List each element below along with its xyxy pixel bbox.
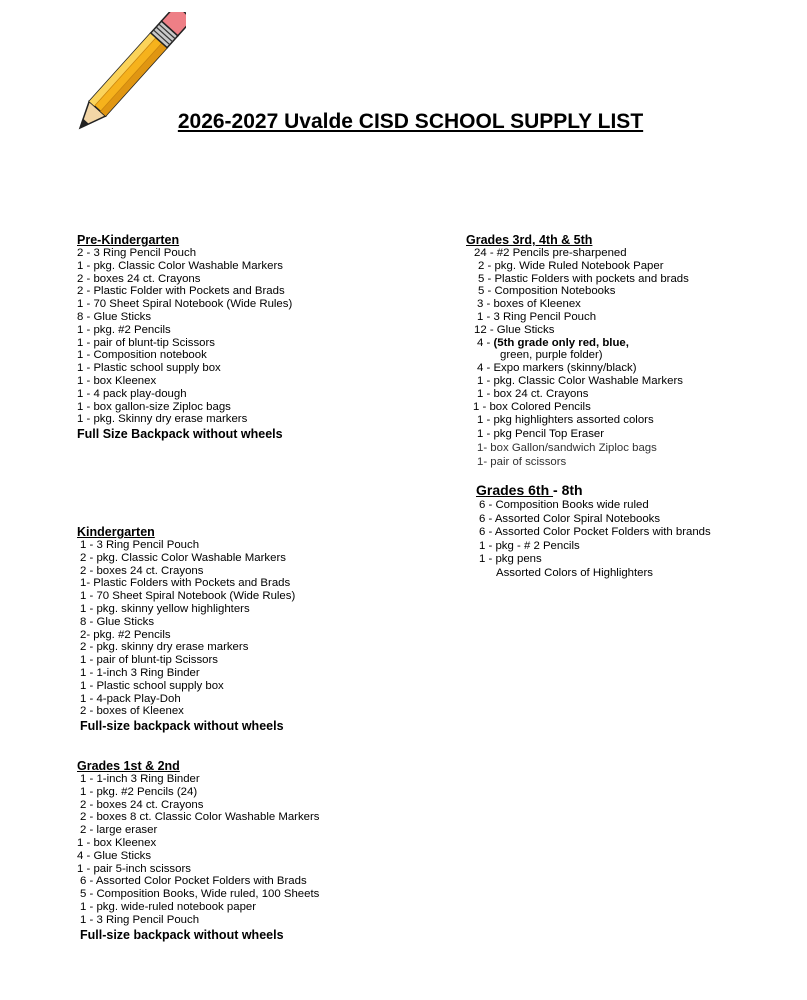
list-item: 1 - pair 5-inch scissors bbox=[77, 862, 191, 875]
list-item: 1 - 3 Ring Pencil Pouch bbox=[80, 539, 200, 551]
list-item: 6 - Assorted Color Pocket Folders with Brads bbox=[80, 875, 307, 888]
list-item: 2 - boxes 24 ct. Crayons bbox=[77, 272, 201, 285]
grades-1-2-heading: Grades 1st & 2nd bbox=[77, 759, 180, 773]
list-item: 12 - Glue Sticks bbox=[474, 323, 555, 336]
list-item: 1- box Gallon/sandwich Ziploc bags bbox=[477, 442, 657, 455]
list-item: 8 - Glue Sticks bbox=[77, 310, 152, 323]
grades-6-8-heading bbox=[476, 482, 711, 499]
kindergarten-backpack-note: Full-size backpack without wheels bbox=[80, 719, 284, 734]
list-item: 1 - box 24 ct. Crayons bbox=[477, 387, 589, 400]
list-item: 1 - 3 Ring Pencil Pouch bbox=[80, 913, 200, 926]
list-item: 1 - 1-inch 3 Ring Binder bbox=[80, 773, 200, 785]
list-item: 1 - 4-pack Play-Doh bbox=[80, 692, 181, 705]
grades-3-5-section bbox=[466, 233, 689, 469]
list-item: 4 - Glue Sticks bbox=[77, 849, 152, 862]
list-item: 2 - boxes 24 ct. Crayons bbox=[80, 564, 204, 577]
list-item: 2 - pkg. Classic Color Washable Markers bbox=[80, 551, 286, 564]
list-item: 6 - Assorted Color Spiral Notebooks bbox=[479, 512, 661, 525]
list-item: 8 - Glue Sticks bbox=[80, 615, 155, 628]
list-item: 1 - box gallon-size Ziploc bags bbox=[77, 400, 231, 413]
list-item: 1 - pair of blunt-tip Scissors bbox=[80, 654, 219, 667]
list-item-quantity: 4 - bbox=[477, 336, 494, 349]
list-item: 1 - pkg. wide-ruled notebook paper bbox=[80, 900, 257, 913]
list-item: 1 - pkg. #2 Pencils (24) bbox=[80, 785, 198, 798]
kindergarten-section bbox=[77, 525, 295, 734]
list-item-note: (5th grade only red, blue, bbox=[493, 336, 629, 349]
list-item: 2 - large eraser bbox=[80, 824, 158, 837]
grades-1-2-backpack-note: Full-size backpack without wheels bbox=[80, 927, 284, 942]
grades-6-8-heading-end: - 8th bbox=[553, 482, 583, 498]
grades-6-8-heading-start: Grades 6th bbox=[476, 482, 554, 498]
grades-6-8-section bbox=[476, 482, 711, 580]
list-item: 1 - pkg. #2 Pencils bbox=[77, 323, 171, 336]
list-item: 1 - pkg Pencil Top Eraser bbox=[477, 428, 605, 441]
page-title: 2026-2027 Uvalde CISD SCHOOL SUPPLY LIST bbox=[177, 110, 644, 133]
list-item: 1- pair of scissors bbox=[477, 456, 567, 469]
pre-kindergarten-section bbox=[77, 233, 292, 442]
list-item: 4 - Expo markers (skinny/black) bbox=[477, 362, 637, 375]
list-item bbox=[466, 337, 689, 350]
list-item: 5 - Plastic Folders with pockets and brads bbox=[478, 272, 689, 285]
list-item: 6 - Composition Books wide ruled bbox=[479, 499, 649, 511]
list-item: 2 - boxes 8 ct. Classic Color Washable Markers bbox=[80, 811, 320, 824]
list-item: 1 - pkg highlighters assorted colors bbox=[477, 414, 654, 427]
list-item: 1 - box Colored Pencils bbox=[473, 400, 591, 413]
list-item: 2- pkg. #2 Pencils bbox=[80, 628, 171, 641]
list-item: 2 - 3 Ring Pencil Pouch bbox=[77, 247, 197, 259]
list-item: 2 - pkg. skinny dry erase markers bbox=[80, 641, 249, 654]
list-item: 1 - pkg. Skinny dry erase markers bbox=[77, 413, 248, 426]
list-item: 1 - pkg - # 2 Pencils bbox=[479, 539, 580, 552]
list-item: 2 - Plastic Folder with Pockets and Brads bbox=[77, 285, 285, 298]
list-item: 1- Plastic Folders with Pockets and Brads bbox=[80, 577, 291, 590]
list-item: 1 - 4 pack play-dough bbox=[77, 387, 187, 400]
list-item: 3 - boxes of Kleenex bbox=[477, 298, 581, 311]
list-item: 1 - pkg. Classic Color Washable Markers bbox=[77, 259, 283, 272]
list-item: 1 - 70 Sheet Spiral Notebook (Wide Rules) bbox=[77, 298, 293, 311]
list-item: 1 - 1-inch 3 Ring Binder bbox=[80, 666, 200, 679]
list-item: 1 - pkg. skinny yellow highlighters bbox=[80, 602, 250, 615]
kindergarten-heading: Kindergarten bbox=[77, 525, 155, 539]
list-item: 2 - boxes 24 ct. Crayons bbox=[80, 798, 204, 811]
grades-1-2-section bbox=[77, 759, 320, 943]
list-item: 1 - pair of blunt-tip Scissors bbox=[77, 336, 216, 349]
list-item: 2 - pkg. Wide Ruled Notebook Paper bbox=[478, 259, 664, 272]
list-item: 1 - 70 Sheet Spiral Notebook (Wide Rules) bbox=[80, 590, 296, 603]
list-item: 1 - Plastic school supply box bbox=[80, 679, 224, 692]
list-item: 1 - Plastic school supply box bbox=[77, 362, 221, 375]
list-item: Assorted Colors of Highlighters bbox=[496, 566, 654, 579]
list-item: 1 - box Kleenex bbox=[77, 836, 157, 849]
list-item: 6 - Assorted Color Pocket Folders with brands bbox=[479, 526, 711, 538]
pre-k-heading: Pre-Kindergarten bbox=[77, 233, 180, 247]
list-item: 5 - Composition Books, Wide ruled, 100 Sheets bbox=[80, 888, 320, 901]
list-item: 1 - pkg. Classic Color Washable Markers bbox=[477, 374, 683, 387]
list-item: 24 - #2 Pencils pre-sharpened bbox=[474, 247, 627, 259]
list-item: 1 - box Kleenex bbox=[77, 374, 157, 387]
list-item-continuation: green, purple folder) bbox=[500, 349, 603, 362]
list-item: 2 - boxes of Kleenex bbox=[80, 705, 184, 718]
pre-k-backpack-note: Full Size Backpack without wheels bbox=[77, 427, 283, 442]
list-item: 1 - pkg pens bbox=[479, 553, 542, 565]
list-item: 5 - Composition Notebooks bbox=[478, 285, 616, 298]
list-item: 1 - 3 Ring Pencil Pouch bbox=[477, 310, 597, 323]
list-item: 1 - Composition notebook bbox=[77, 349, 207, 362]
grades-3-5-heading: Grades 3rd, 4th & 5th bbox=[466, 233, 593, 247]
